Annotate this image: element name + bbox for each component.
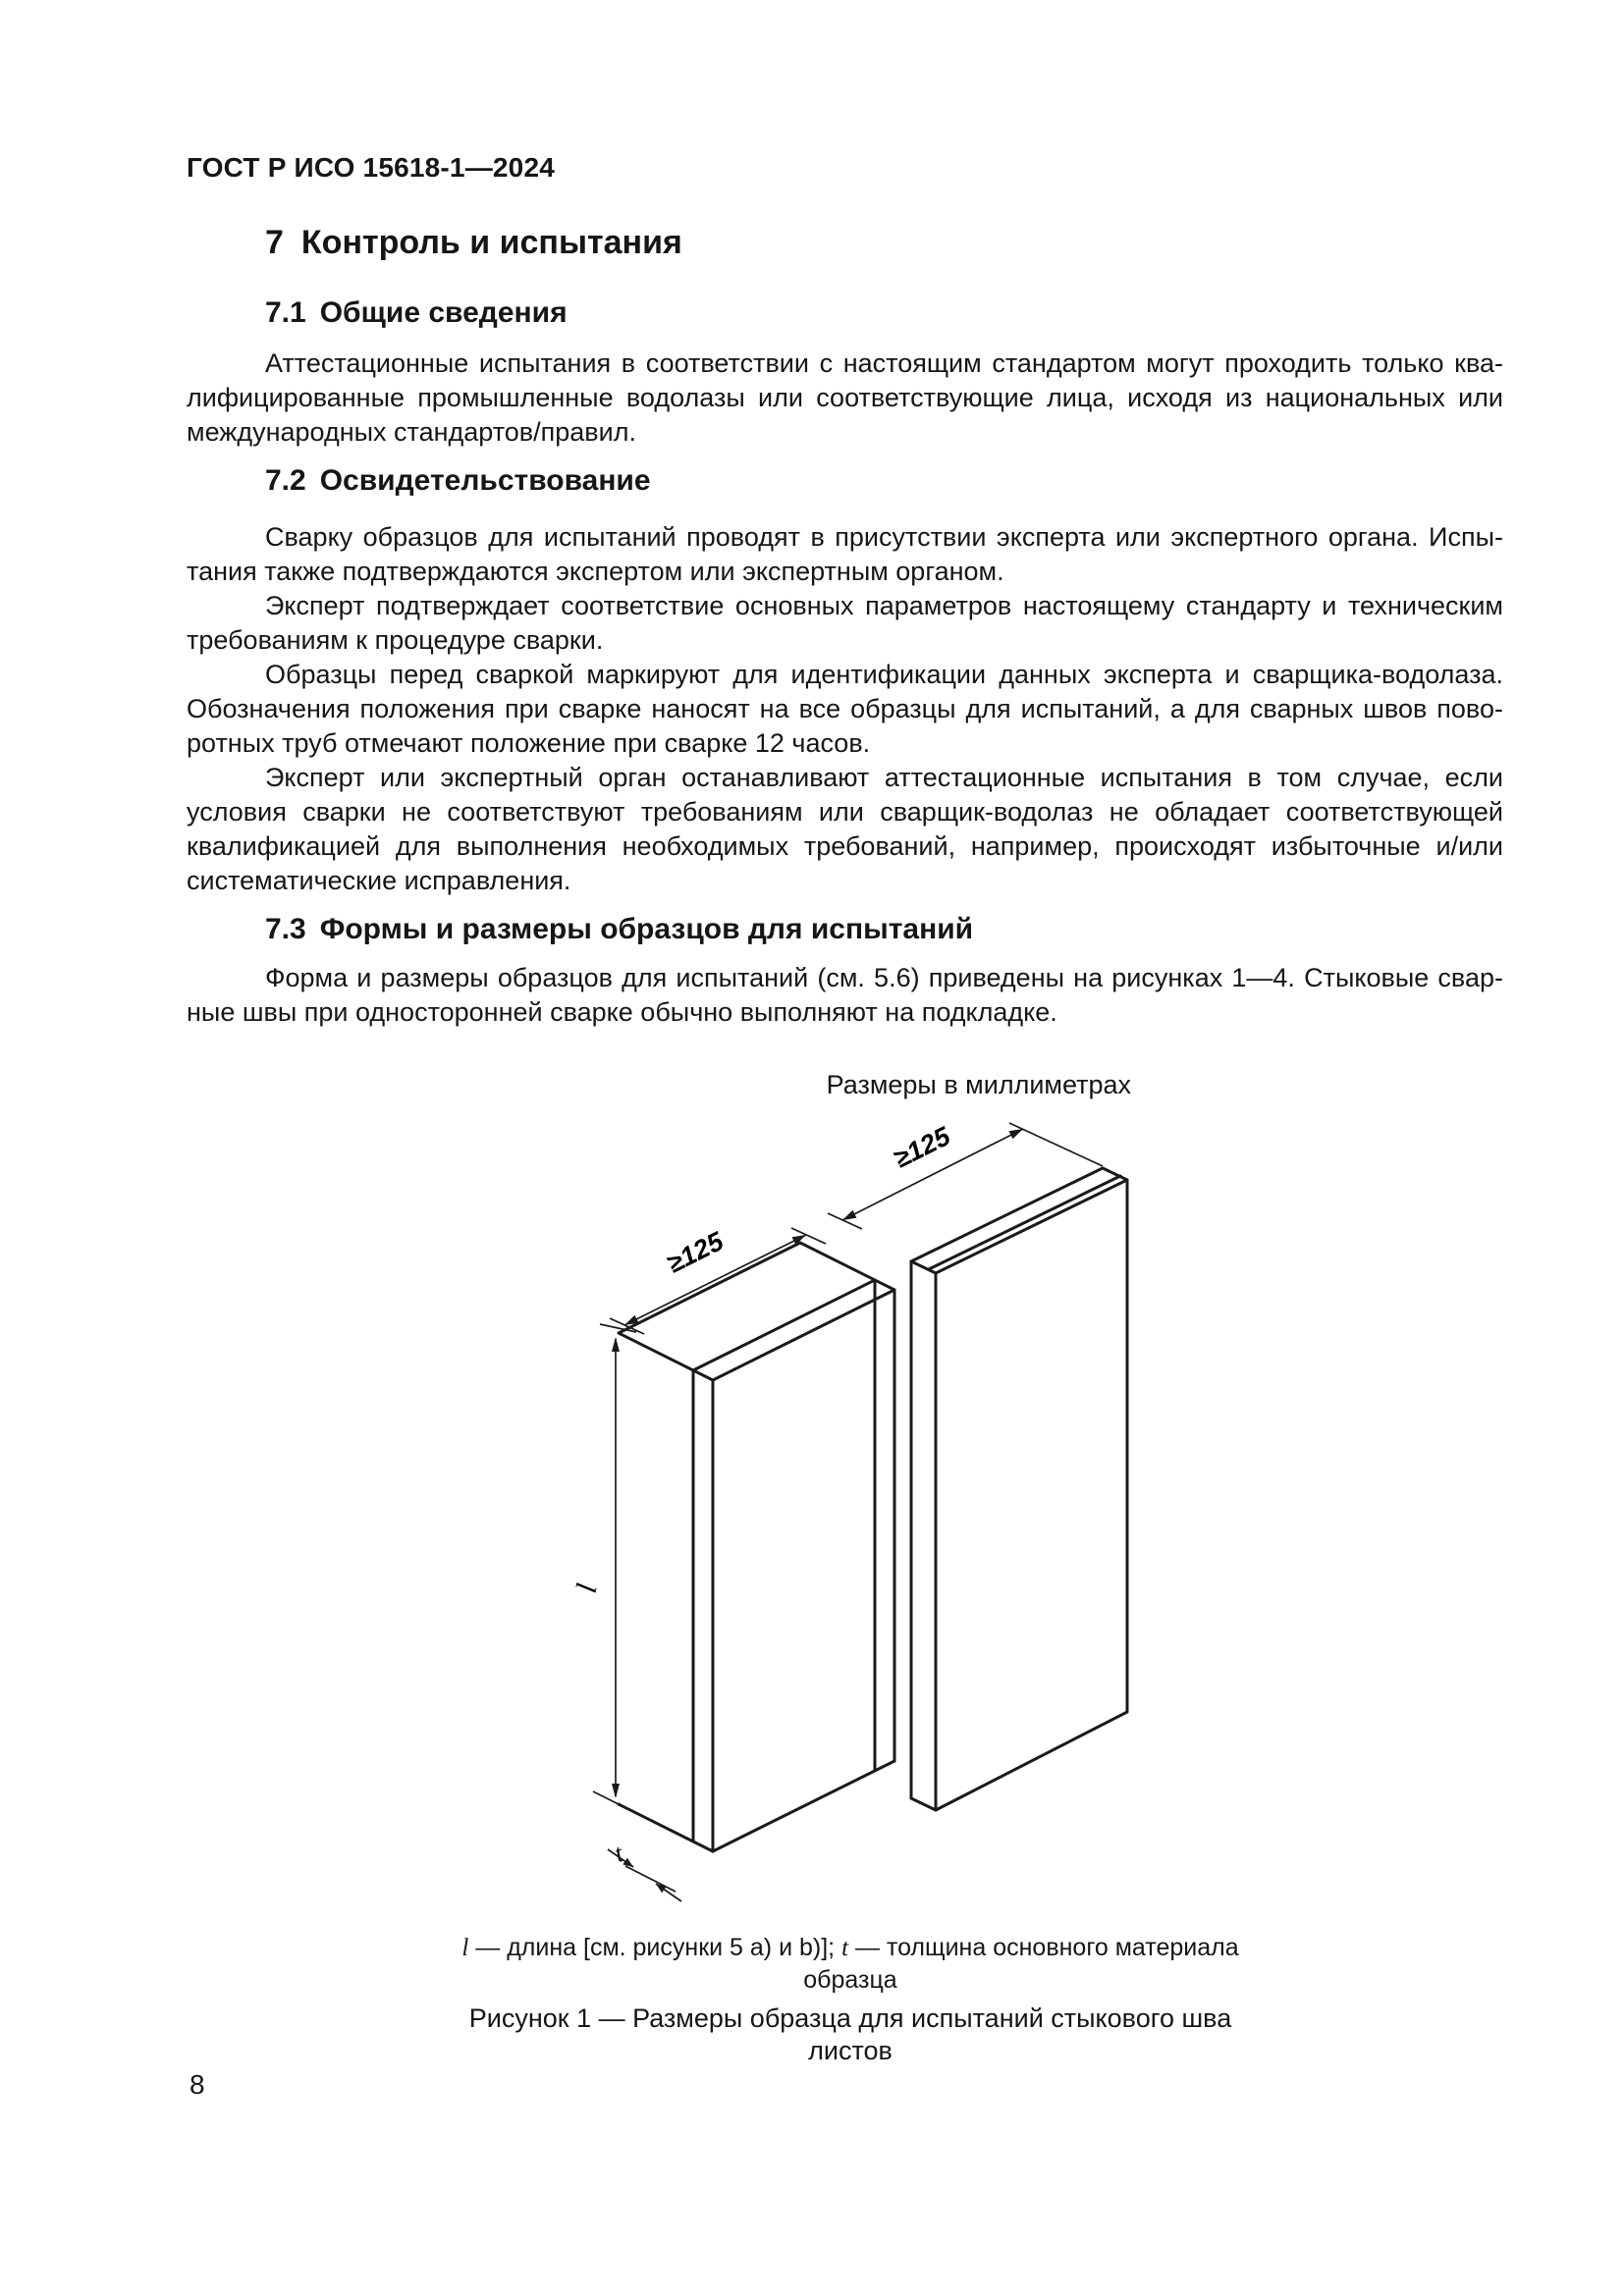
- arrowhead: [612, 1337, 620, 1352]
- dimension-width-left-label: ≥125: [662, 1226, 729, 1279]
- paragraph-7-1-1: Аттестационные испытания в соответствии с настоящим стандартом могут проходить только квалифицированные промышленные водолазы или соответствующие лица, исходя из национальных или международных стандартов/правил.: [187, 348, 1503, 447]
- legend-line2: образца: [803, 1966, 897, 1994]
- arrowhead: [612, 1784, 620, 1798]
- page-number: 8: [189, 2069, 205, 2100]
- document-header: ГОСТ Р ИСО 15618-1—2024: [187, 152, 555, 183]
- figure-1-drawing: [530, 1088, 1198, 1924]
- extension-line: [625, 1866, 676, 1892]
- left-plate-bottom-edge: [619, 1804, 713, 1851]
- paragraph-7-3-1: Форма и размеры образцов для испытаний (см. 5.6) приведены на рисунках 1—4. Стыковые сварные швы при односторонней сварке обычно выполняют на подкладке.: [187, 963, 1503, 1027]
- figure-caption-line1: Рисунок 1 — Размеры образца для испытаний стыкового шва: [468, 2003, 1232, 2033]
- section-title: Освидетельствование: [319, 464, 651, 497]
- left-plate: [619, 1243, 894, 1851]
- legend-symbol-l: l: [461, 1935, 469, 1961]
- dimension-length: [570, 1324, 636, 1804]
- section-heading-7: [265, 224, 682, 262]
- right-plate-top-face: [911, 1168, 1127, 1273]
- dimension-thickness: [608, 1839, 681, 1901]
- section-title: Формы и размеры образцов для испытаний: [319, 913, 974, 945]
- dimension-thickness-label: t: [610, 1839, 627, 1868]
- right-plate: [911, 1168, 1127, 1810]
- right-plate-bottom-edge: [911, 1798, 936, 1810]
- paragraph-7-2-1: Сварку образцов для испытаний проводят в присутствии эксперта или экспертного органа. Испытания также подтверждаются экспертом или экспертным органом.: [187, 522, 1503, 586]
- section-number: 7.2: [265, 464, 306, 497]
- arrowhead: [842, 1210, 857, 1220]
- section-title: Контроль и испытания: [300, 224, 682, 261]
- dimension-width-right-label: ≥125: [889, 1121, 955, 1174]
- figure-legend: [359, 1932, 1341, 1996]
- section-heading-7-2: [265, 464, 651, 498]
- extension-line: [1009, 1123, 1103, 1166]
- section-number: 7: [265, 224, 284, 261]
- arrowhead: [656, 1884, 667, 1893]
- figure-caption: [359, 2002, 1341, 2067]
- section-title: Общие сведения: [319, 296, 568, 329]
- left-plate-bottom-edge: [713, 1761, 894, 1851]
- section-number: 7.1: [265, 296, 306, 329]
- section-heading-7-1: [265, 296, 568, 330]
- figure-caption-line2: листов: [808, 2036, 893, 2065]
- dimension-length-label: l: [569, 1580, 604, 1596]
- right-plate-bottom-edge: [936, 1712, 1127, 1810]
- paragraph-7-2-2: Эксперт подтверждает соответствие основных параметров настоящему стандарту и техническим требованиям к процедуре сварки.: [187, 591, 1503, 655]
- right-plate-top-edge-inner: [929, 1176, 1120, 1269]
- arrowhead: [1009, 1129, 1024, 1139]
- legend-text-t: — толщина основного материала: [848, 1934, 1239, 1961]
- figure-units-note: Размеры в миллиметрах: [826, 1070, 1131, 1099]
- legend-symbol-t: t: [841, 1935, 849, 1961]
- paragraph-7-2-4: Эксперт или экспертный орган останавливают аттестационные испытания в том случае, если условия сварки не соответствуют требованиям или сварщик-водолаз не обладает соответствующей квалификацией для выполнения необходимых требований, например, происходят избыточные и/или систематические исправления.: [187, 763, 1503, 895]
- section-heading-7-3: [265, 913, 973, 946]
- section-number: 7.3: [265, 913, 306, 945]
- legend-text-l: — длина [см. рисунки 5 a) и b)];: [468, 1934, 842, 1961]
- paragraph-7-2-3: Образцы перед сваркой маркируют для идентификации данных эксперта и сварщика-водолаза. Обозначения положения при сварке наносят на все образцы для испытаний, а для сварных швов поворотных труб отмечают положение при сварке 12 часов.: [187, 660, 1503, 758]
- left-plate-top-face: [619, 1243, 894, 1380]
- extension-tick: [828, 1213, 862, 1229]
